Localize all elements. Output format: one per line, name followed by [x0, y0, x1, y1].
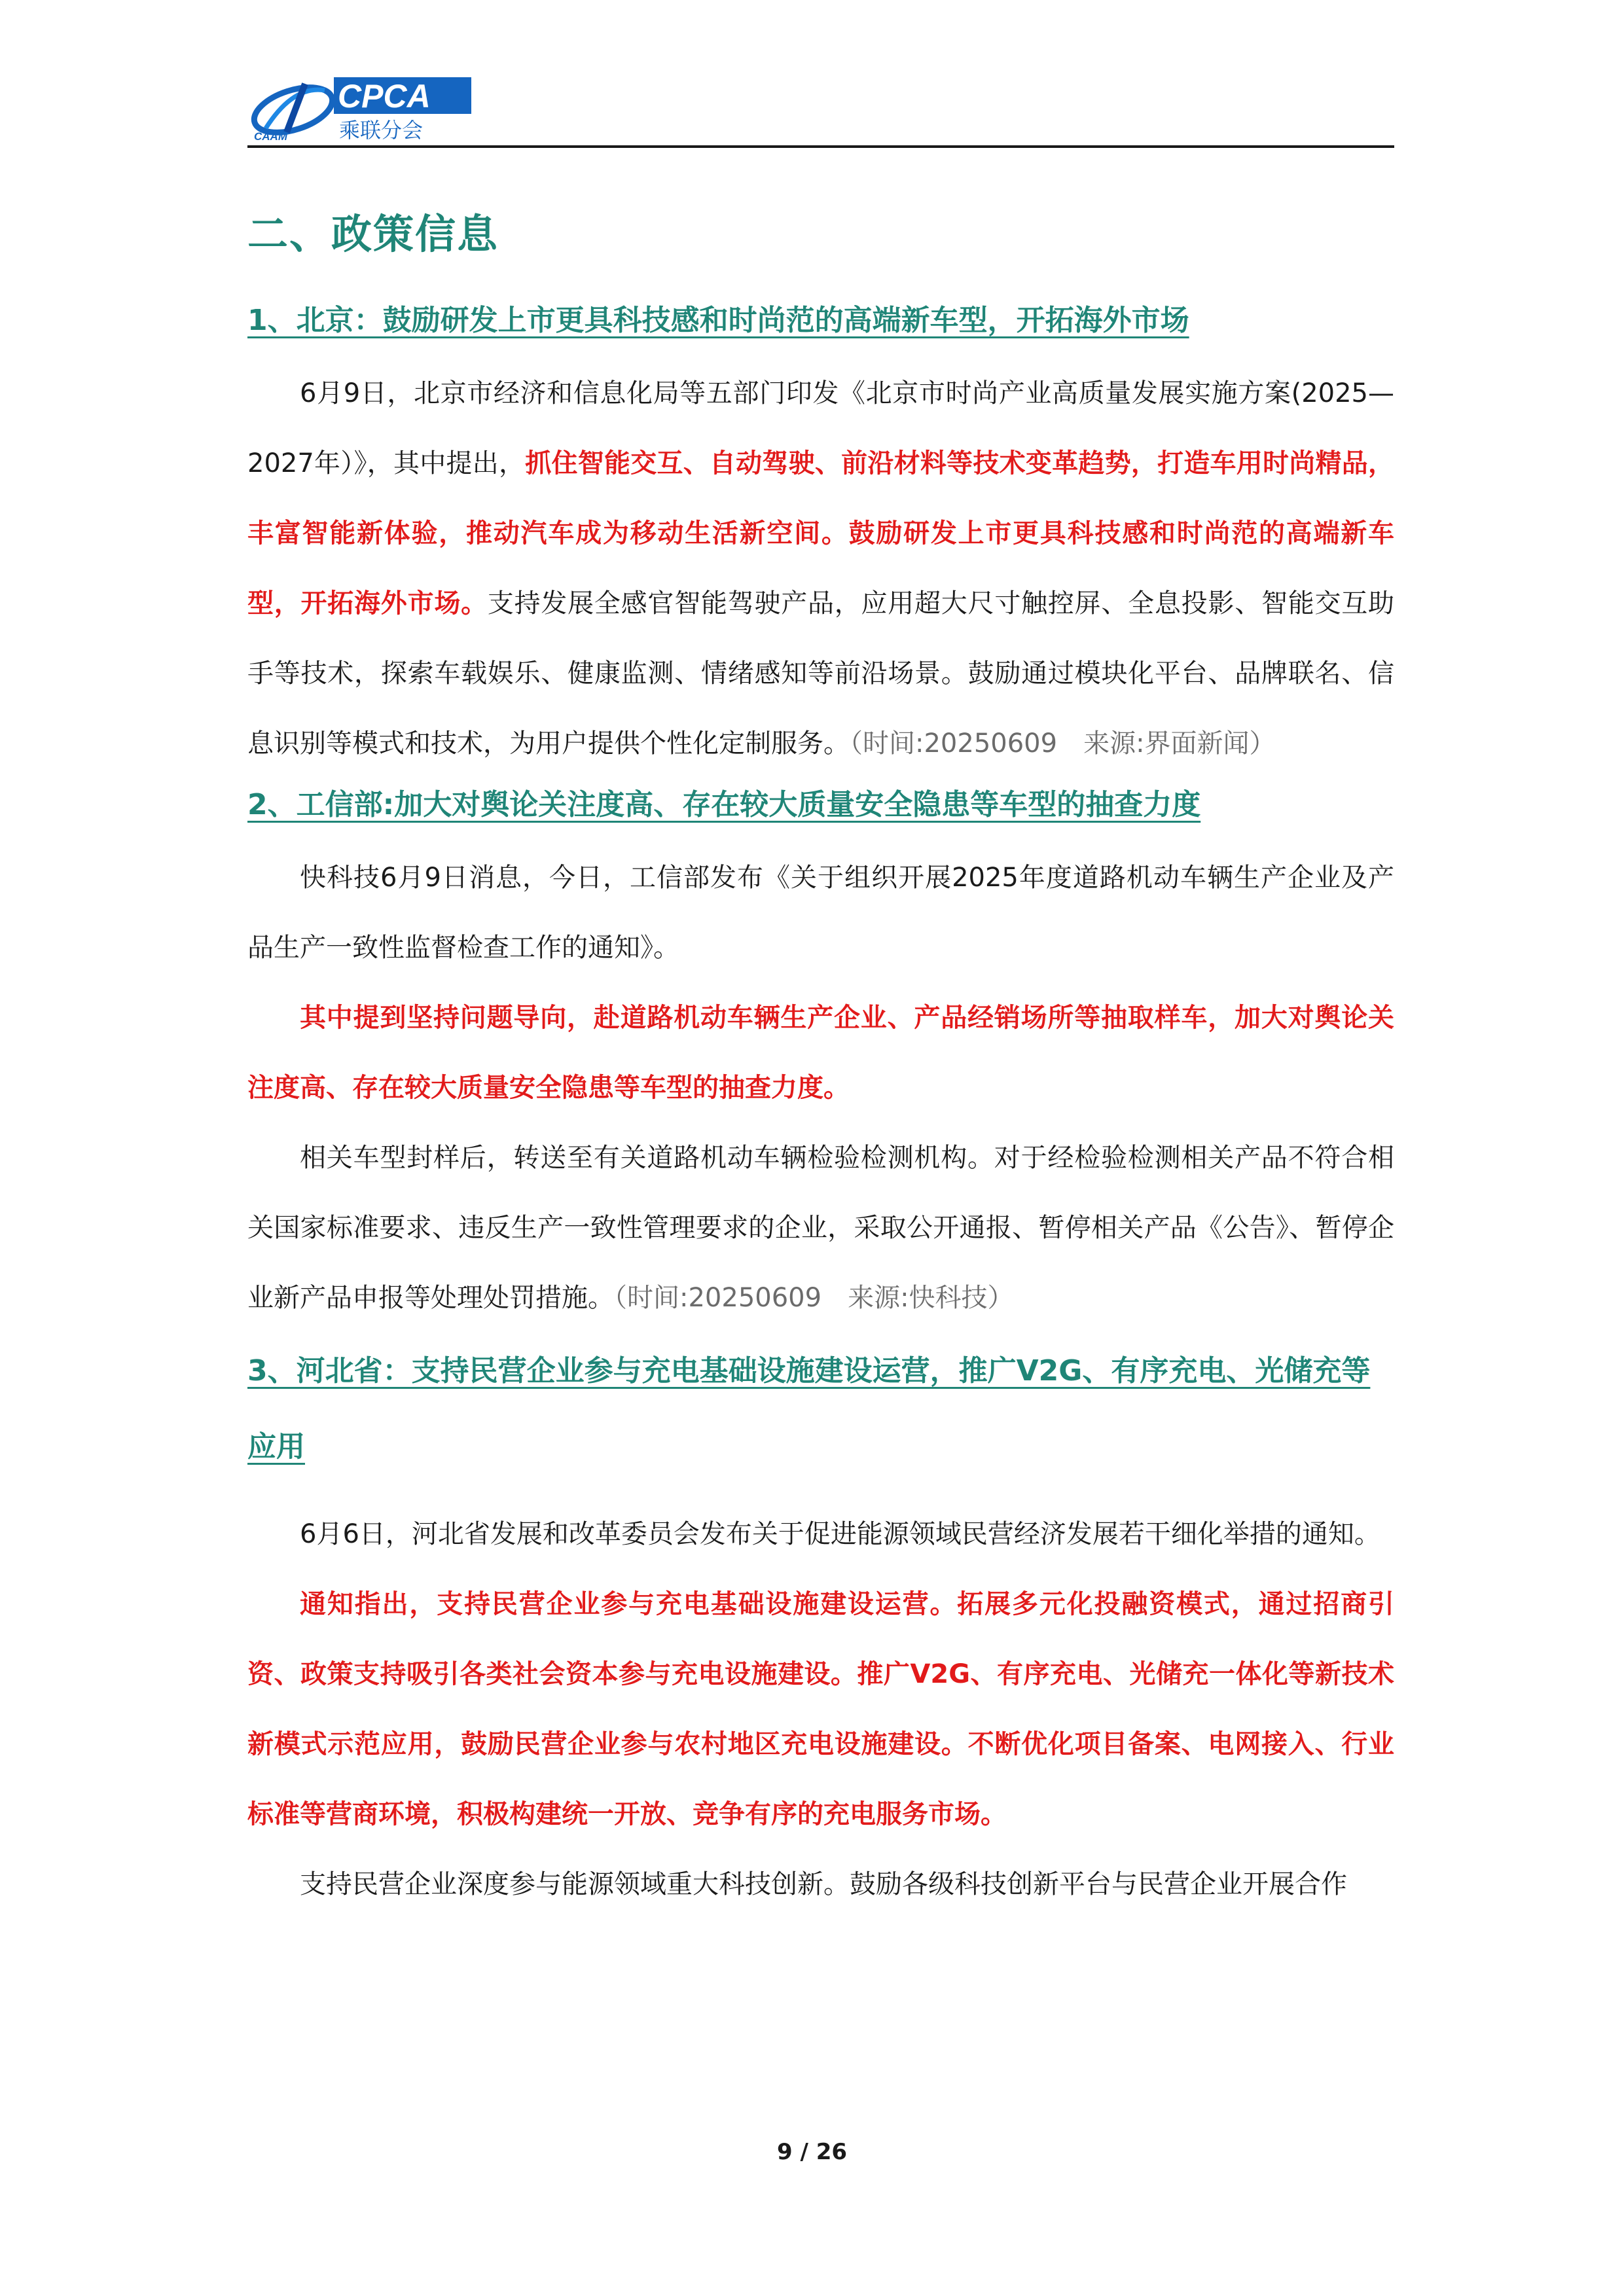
paragraph	[247, 359, 1394, 779]
paragraph	[247, 1123, 1394, 1333]
paragraph	[247, 843, 1394, 983]
svg-text:CAAM: CAAM	[254, 130, 287, 143]
paragraph	[247, 1499, 1394, 1570]
page-header	[247, 72, 1393, 147]
item-title-1: 1、北京：鼓励研发上市更具科技感和时尚范的高端新车型，开拓海外市场	[247, 304, 1189, 337]
item-title-3: 3、河北省：支持民营企业参与充电基础设施建设运营，推广V2G、有序充电、光储充等应用	[247, 1354, 1371, 1463]
paragraph-text: 相关车型封样后，转送至有关道路机动车辆检验检测机构。对于经检验检测相关产品不符合相关国家标准要求、违反生产一致性管理要求的企业，采取公开通报、暂停相关产品《公告》、暂停企业新产品申报等处理处罚措施。	[247, 1143, 1394, 1313]
page-number: 9 / 26	[776, 2139, 848, 2165]
highlight-text: 通知指出，支持民营企业参与充电基础设施建设运营。拓展多元化投融资模式，通过招商引资、政策支持吸引各类社会资本参与充电设施建设。推广V2G、有序充电、光储充一体化等新技术新模式示范应用，鼓励民营企业参与农村地区充电设施建设。不断优化项目备案、电网接入、行业标准等营商环境，积极构建统一开放、竞争有序的充电服务市场。	[247, 1589, 1394, 1829]
paragraph	[247, 1570, 1394, 1850]
paragraph	[247, 1850, 1394, 1920]
paragraph	[247, 983, 1394, 1123]
source-note: （时间:20250609 来源:界面新闻）	[850, 728, 1276, 759]
policy-item-3	[247, 1333, 1394, 1920]
document-body	[247, 295, 1394, 1920]
highlight-text: 其中提到坚持问题导向，赴道路机动车辆生产企业、产品经销场所等抽取样车，加大对舆论关注度高、存在较大质量安全隐患等车型的抽查力度。	[247, 1003, 1394, 1103]
section-title: 二、政策信息	[247, 210, 499, 258]
paragraph-text: 6月6日，河北省发展和改革委员会发布关于促进能源领域民营经济发展若干细化举措的通知。	[300, 1519, 1380, 1549]
svg-text:乘联分会: 乘联分会	[339, 118, 424, 143]
paragraph-text: 支持民营企业深度参与能源领域重大科技创新。鼓励各级科技创新平台与民营企业开展合作	[300, 1869, 1347, 1899]
policy-item-2	[247, 779, 1394, 1333]
svg-text:CPCA: CPCA	[338, 78, 431, 115]
policy-item-1	[247, 295, 1394, 779]
cpca-logo	[247, 72, 477, 143]
paragraph-text: 6月9日，北京市经济和信息化局等五部门印发《北京市时尚产业高质量发展实施方案(2025—2027年）》，其中提出，	[247, 378, 1394, 478]
item-title-2: 2、工信部:加大对舆论关注度高、存在较大质量安全隐患等车型的抽查力度	[247, 788, 1201, 821]
highlight-text: 抓住智能交互、自动驾驶、前沿材料等技术变革趋势，打造车用时尚精品，丰富智能新体验，推动汽车成为移动生活新空间。鼓励研发上市更具科技感和时尚范的高端新车型，开拓海外市场。	[247, 448, 1395, 619]
paragraph-text: 快科技6月9日消息，今日，工信部发布《关于组织开展2025年度道路机动车辆生产企业及产品生产一致性监督检查工作的通知》。	[247, 863, 1394, 963]
header-rule	[247, 145, 1394, 148]
paragraph-text: 支持发展全感官智能驾驶产品，应用超大尺寸触控屏、全息投影、智能交互助手等技术，探索车载娱乐、健康监测、情绪感知等前沿场景。鼓励通过模块化平台、品牌联名、信息识别等模式和技术，为用户提供个性化定制服务。	[247, 588, 1395, 759]
source-note: （时间:20250609 来源:快科技）	[614, 1283, 1014, 1313]
